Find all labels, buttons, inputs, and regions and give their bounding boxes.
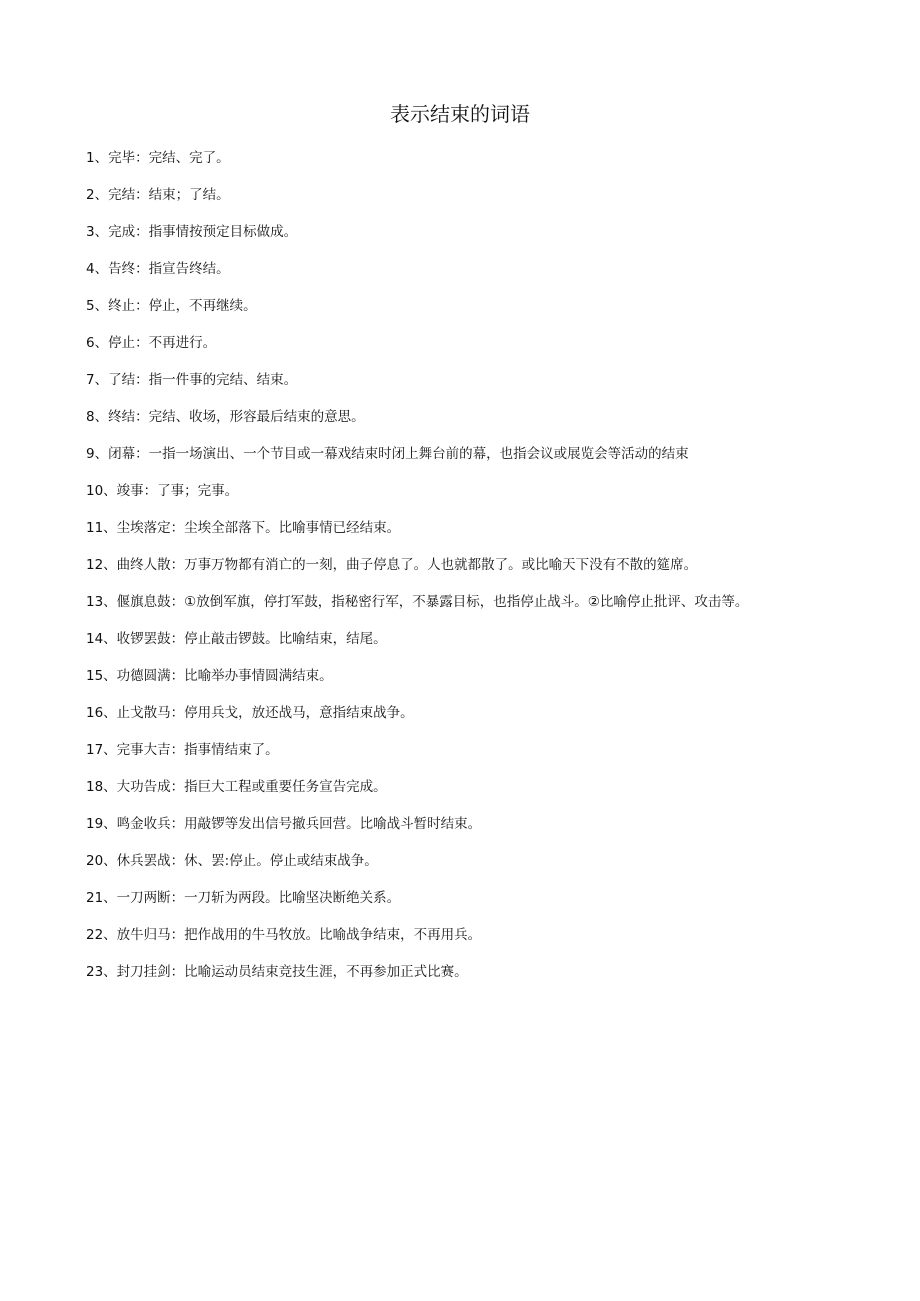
- list-item: 11、尘埃落定：尘埃全部落下。比喻事情已经结束。: [86, 520, 401, 536]
- list-item: 18、大功告成：指巨大工程或重要任务宣告完成。: [86, 779, 387, 795]
- list-item: 20、休兵罢战：休、罢:停止。停止或结束战争。: [86, 853, 378, 869]
- list-item: 7、了结：指一件事的完结、结束。: [86, 372, 298, 388]
- page-title: 表示结束的词语: [390, 102, 530, 126]
- list-item: 5、终止：停止，不再继续。: [86, 298, 257, 314]
- list-item: 19、鸣金收兵：用敲锣等发出信号撤兵回营。比喻战斗暂时结束。: [86, 816, 482, 832]
- list-item: 14、收锣罢鼓：停止敲击锣鼓。比喻结束，结尾。: [86, 631, 387, 647]
- list-item: 10、竣事：了事；完事。: [86, 483, 239, 499]
- list-item: 1、完毕：完结、完了。: [86, 150, 230, 166]
- list-item: 4、告终：指宣告终结。: [86, 261, 230, 277]
- list-item: 3、完成：指事情按预定目标做成。: [86, 224, 298, 240]
- list-item: 15、功德圆满：比喻举办事情圆满结束。: [86, 668, 333, 684]
- list-item: 6、停止：不再进行。: [86, 335, 217, 351]
- list-item: 16、止戈散马：停用兵戈，放还战马，意指结束战争。: [86, 705, 414, 721]
- list-item: 8、终结：完结、收场，形容最后结束的意思。: [86, 409, 365, 425]
- list-item: 2、完结：结束；了结。: [86, 187, 230, 203]
- entry-list: [86, 140, 826, 991]
- list-item: 23、封刀挂剑：比喻运动员结束竞技生涯，不再参加正式比赛。: [86, 964, 468, 980]
- list-item: 12、曲终人散：万事万物都有消亡的一刻，曲子停息了。人也就都散了。或比喻天下没有不散的筵席。: [86, 557, 698, 573]
- list-item: 22、放牛归马：把作战用的牛马牧放。比喻战争结束，不再用兵。: [86, 927, 482, 943]
- list-item: 21、一刀两断：一刀斩为两段。比喻坚决断绝关系。: [86, 890, 401, 906]
- list-item: 13、偃旗息鼓：①放倒军旗，停打军鼓，指秘密行军，不暴露目标，也指停止战斗。②比喻停止批评、攻击等。: [86, 594, 749, 610]
- list-item: 9、闭幕：一指一场演出、一个节目或一幕戏结束时闭上舞台前的幕，也指会议或展览会等活动的结束: [86, 446, 689, 462]
- list-item: 17、完事大吉：指事情结束了。: [86, 742, 279, 758]
